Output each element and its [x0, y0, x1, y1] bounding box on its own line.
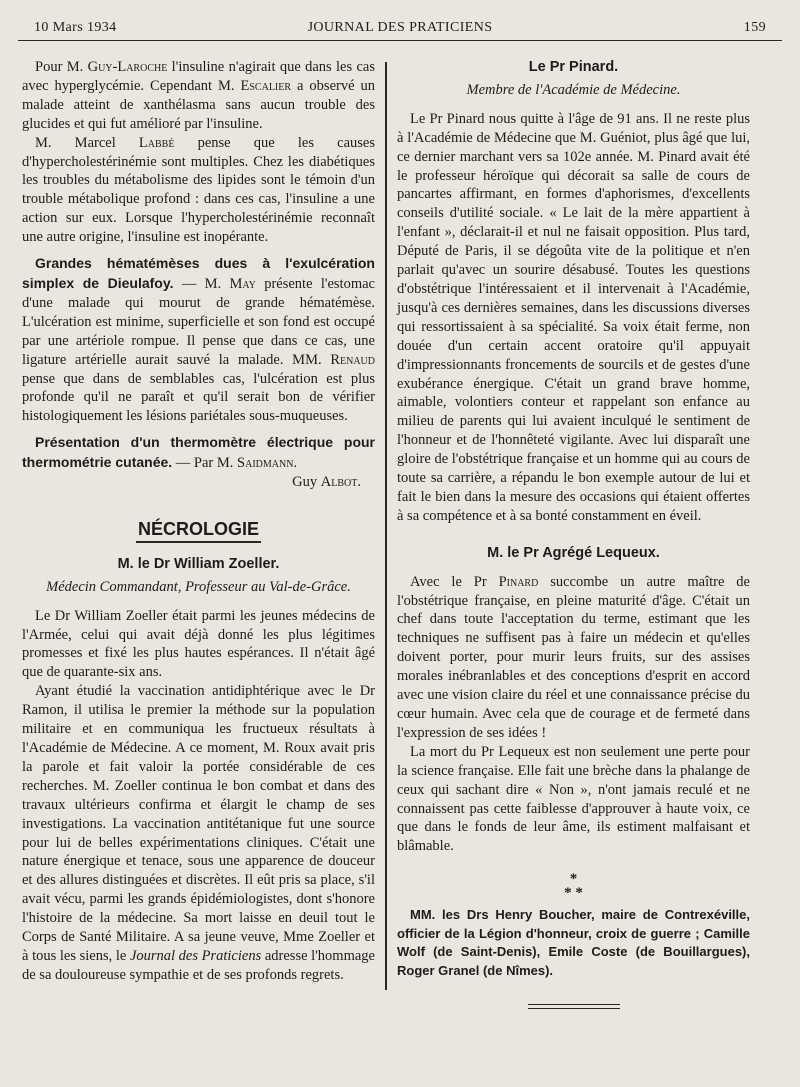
author-signature: Guy Albot. [292, 474, 361, 491]
asterism-separator: * * * [564, 871, 583, 902]
column-divider [385, 62, 387, 990]
paragraph-hematemeses: Grandes hématémèses dues à l'exulcération simplex de Dieulafoy. — M. May présente l'estomac d'une malade qui mourut de grande hématémèse. L'ulcération est minime, superficielle et son fond est occupé par une artériole rompue. Il pense que dans ce cas, une ligature artérielle aurait sauvé la malade. MM. Renaud pense que dans de semblables cas, l'ulcération est plus profonde qu'il ne paraît et qu'il serait bon de vérifier histologiquement les lésions pariétales sous-muqueuses. [22, 255, 375, 425]
header-page-number: 159 [743, 20, 766, 35]
right-column [397, 58, 750, 1009]
page-header [18, 14, 782, 41]
obituary-heading-zoeller: M. le Dr William Zoeller. [117, 555, 280, 572]
paragraph-other-deaths: MM. les Drs Henry Boucher, maire de Contrexéville, officier de la Légion d'honneur, croix de guerre ; Camille Wolf (de Saint-Denis), Emile Coste (de Bouillargues), Roger Granel (de Nîmes). [397, 907, 750, 978]
paragraph-pinard: Le Pr Pinard nous quitte à l'âge de 91 ans. Il ne reste plus à l'Académie de Médecine que M. Guéniot, plus âgé que lui, ce dernier marchant vers sa 102e année. M. Pinard avait été le professeur héroïque qui décorait sa salle de cours de pancartes affirmant, en formes d'aphorismes, d'excellents conseils d'utilité sociale. « Le lait de la mère appartient à l'enfant », déclarait-il et nul ne faisait opposition. Plus tard, Député de Paris, il se dégoûta vite de la politique et n'en parlait qu'avec un sourire désabusé. Toutes les questions d'obstétrique l'intéressaient et il intervenait à l'Académie, jusqu'à ces dernières semaines, dans les discussions diverses qui ressortissaient à sa spécialité. Sa voix était ferme, non douée d'un certain accent oratoire qu'il appuyait d'impressionnants froncements de sourcils et de gestes d'une exubérance énergique. C'était un grand brave homme, aimable, volontiers conteur et rappelant son enfance au milieu de parents qui lui avaient inculqué le sentiment de l'honneur et de l'honnêteté vigilante. Avec lui disparaît une gloire de l'obstétrique française et un homme qui au cours de toute sa carrière, a répandu le bon exemple autour de lui et fait le bien dans la mesure des occasions qui étaient offertes à sa compétence et à sa bonté constamment en éveil. [397, 110, 750, 524]
header-journal-title: JOURNAL DES PRATICIENS [307, 20, 493, 35]
left-column [22, 58, 375, 985]
topic-title-hematemeses: Grandes hématémèses dues à l'exulcération simplex de Dieulafoy. [22, 255, 375, 291]
header-date: 10 Mars 1934 [34, 20, 117, 35]
paragraph-labbe: M. Marcel Labbé pense que les causes d'hypercholestérinémie sont multiples. Chez les diabétiques les troubles du métabolisme des lipides sont le témoin d'un trouble métabolique profond : dans ces cas, l'insuline a une action sur eux. Lorsque l'hypercholestérinémie reconnaît une autre origine, l'insuline est inopérante. [22, 134, 375, 246]
paragraph-lequeux-1: Avec le Pr Pinard succombe un autre maître de l'obstétrique française, en pleine maturité d'âge. C'était un chef dans toute l'acceptation du terme, estimant que les techniques ne suffisent pas à faire un médecin et qu'elles doivent porter, pour murir leurs fruits, sur des assises morales inébranlables et des conceptions d'esprit en accord avec une vision claire du réel et une connaissance précise du cœur humain. Avec cela que de courage et de fermeté dans l'expression de ses idées ! [397, 573, 750, 741]
paragraph-guy-laroche: Pour M. Guy-Laroche l'insuline n'agirait que dans les cas avec hyperglycémie. Cependant M. Escalier a observé un malade atteint de xanthélasma sans aucun trouble des glucides et qui fut amélioré par l'insuline. [22, 59, 376, 132]
end-rule [528, 1004, 620, 1009]
obituary-heading-pinard: Le Pr Pinard. [528, 59, 619, 75]
paragraph-thermometre: Présentation d'un thermomètre électrique pour thermométrie cutanée. — Par M. Saidmann. [22, 434, 375, 472]
section-title-necrologie: NÉCROLOGIE [22, 520, 375, 543]
paragraph-lequeux-2: La mort du Pr Lequeux est non seulement une perte pour la science française. Elle fait une brèche dans la phalange de ceux qui sachant dire « Non », n'ont jamais reculé et ne connaissent pas cette faiblesse d'approuver à haute voix, ce que dans le fonds de leur âme, ils estiment malfaisant et blâmable. [397, 743, 750, 855]
obituary-subtitle-pinard: Membre de l'Académie de Médecine. [466, 81, 681, 98]
paragraph-zoeller-2: Ayant étudié la vaccination antidiphtérique avec le Dr Ramon, il utilisa le premier la méthode sur la population militaire et en communiqua les fructueux résultats à l'Académie de Médecine. A ce moment, M. Roux avait pris la parole et fait valoir la portée considérable de ces recherches. M. Zoeller continua le bon combat et dans des travaux ultérieurs confirma et élargit le champ de ses investigations. La vaccination antitétanique fut une source pour lui de belles expérimentations cliniques. C'était une nature énergique et tenace, sous une apparence de douceur et des allures distinguées et discrètes. Il eût pris sa place, s'il avait vécu, parmi les grands épidémiologistes, dont s'honore l'histoire de la médecine. Sa mort laisse en deuil tout le Corps de Santé Militaire. A sa jeune veuve, Mme Zoeller et à tous les siens, le Journal des Praticiens adresse l'hommage de sa douloureuse sympathie et de ses profonds regrets. [22, 683, 375, 983]
obituary-heading-lequeux: M. le Pr Agrégé Lequeux. [487, 544, 660, 561]
obituary-subtitle-zoeller: Médecin Commandant, Professeur au Val-de-Grâce. [46, 578, 351, 595]
topic-title-thermometre: Présentation d'un thermomètre électrique pour thermométrie cutanée. [22, 434, 375, 471]
paragraph-zoeller-1: Le Dr William Zoeller était parmi les jeunes médecins de l'Armée, celui qui avait déjà donné les plus légitimes promesses et fixé les plus hautes espérances. Il n'était âgé que de quarante-six ans. [22, 607, 375, 681]
